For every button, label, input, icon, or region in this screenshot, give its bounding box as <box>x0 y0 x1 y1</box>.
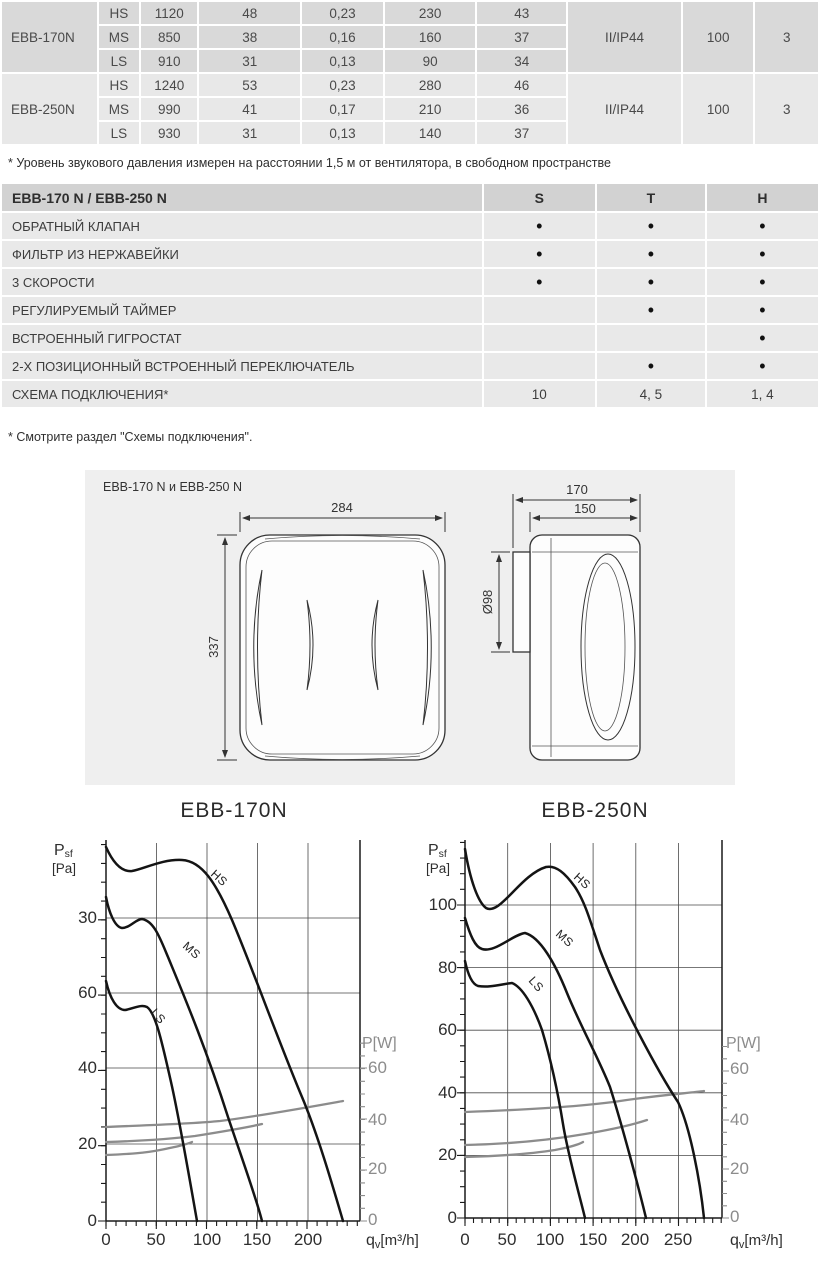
pressure-axis-label <box>54 842 73 860</box>
speed-cell: MS <box>99 26 139 48</box>
speed-cell: LS <box>99 122 139 144</box>
value-cell: 3 <box>755 2 818 72</box>
feature-dot: • <box>597 241 705 267</box>
value-cell: 100 <box>683 74 754 144</box>
side-view <box>513 535 640 760</box>
x-tick-label: 250 <box>663 1230 693 1249</box>
airflow-cell: 280 <box>385 74 476 96</box>
column-header-s: S <box>484 184 595 211</box>
curve-label-ls: LS <box>525 973 547 995</box>
p-tick-label: 40 <box>730 1110 749 1129</box>
flow-unit: [m³/h] <box>380 1232 419 1249</box>
dimension-drawing <box>85 470 735 785</box>
feature-dot: • <box>597 353 705 379</box>
p-tick-label: 60 <box>368 1058 387 1077</box>
p-tick-label: 0 <box>368 1210 378 1229</box>
current-cell: 0,13 <box>302 122 383 144</box>
performance-chart-ebb-250n <box>420 795 820 1276</box>
y-tick-label: 0 <box>447 1208 457 1227</box>
feature-dot: • <box>707 353 818 379</box>
feature-row <box>2 269 818 295</box>
power-cell: 31 <box>199 50 300 72</box>
dimension-drawing-panel <box>85 470 735 785</box>
rpm-cell: 930 <box>141 122 197 144</box>
flow-axis-label <box>366 1232 419 1251</box>
dim-width: 284 <box>331 500 353 515</box>
curve-label-hs: HS <box>570 869 594 893</box>
pressure-symbol: P <box>428 842 439 859</box>
airflow-cell: 90 <box>385 50 476 72</box>
feature-dot: • <box>707 297 818 323</box>
spec-table <box>0 0 820 146</box>
pressure-unit-label: [Pa] <box>52 861 77 876</box>
p-tick-label: 40 <box>368 1110 387 1129</box>
power-cell: 48 <box>199 2 300 24</box>
feature-label: ФИЛЬТР ИЗ НЕРЖАВЕЙКИ <box>2 241 482 267</box>
feature-dot: • <box>597 297 705 323</box>
rpm-cell: 850 <box>141 26 197 48</box>
x-tick-label: 100 <box>192 1230 222 1249</box>
noise-cell: 37 <box>477 122 566 144</box>
y-tick-label: 30 <box>78 908 97 927</box>
feature-row <box>2 381 818 407</box>
pressure-subscript: sf <box>64 848 73 860</box>
speed-cell: HS <box>99 2 139 24</box>
airflow-cell: 160 <box>385 26 476 48</box>
scheme-value: 4, 5 <box>597 381 705 407</box>
feature-dot: • <box>597 213 705 239</box>
p-tick-label: 20 <box>730 1159 749 1178</box>
current-cell: 0,13 <box>302 50 383 72</box>
noise-cell: 34 <box>477 50 566 72</box>
chart-title: EBB-250N <box>541 799 649 822</box>
feature-dot: • <box>484 241 595 267</box>
power-cell: 31 <box>199 122 300 144</box>
rpm-cell: 1120 <box>141 2 197 24</box>
performance-chart-ebb-170n <box>40 795 440 1276</box>
y-minor-ticks <box>101 845 106 1221</box>
pressure-subscript: sf <box>438 848 447 860</box>
feature-row <box>2 325 818 351</box>
front-view <box>240 535 445 760</box>
feature-label: ВСТРОЕННЫЙ ГИГРОСТАТ <box>2 325 482 351</box>
flow-unit: [m³/h] <box>744 1232 783 1249</box>
x-tick-label: 0 <box>460 1230 470 1249</box>
feature-row <box>2 353 818 379</box>
duct-stub <box>513 552 530 652</box>
column-header-t: T <box>597 184 705 211</box>
x-tick-label: 200 <box>620 1230 650 1249</box>
current-cell: 0,23 <box>302 2 383 24</box>
p-tick-label: 20 <box>368 1159 387 1178</box>
speed-cell: HS <box>99 74 139 96</box>
noise-cell: 43 <box>477 2 566 24</box>
x-tick-label: 200 <box>293 1230 323 1249</box>
feature-row <box>2 297 818 323</box>
noise-cell: 36 <box>477 98 566 120</box>
feature-label: СХЕМА ПОДКЛЮЧЕНИЯ* <box>2 381 482 407</box>
feature-table <box>0 182 820 409</box>
x-tick-label: 50 <box>146 1230 166 1249</box>
airflow-cell: 210 <box>385 98 476 120</box>
power-curve-ms <box>465 1120 647 1145</box>
y-tick-label: 80 <box>438 958 457 977</box>
curve-label-ms: MS <box>179 938 204 962</box>
class-ip-cell: II/IP44 <box>568 2 681 72</box>
y-tick-label: 20 <box>78 1134 97 1153</box>
flow-subscript: v <box>374 1239 381 1251</box>
feature-dot: • <box>707 241 818 267</box>
feature-dot: • <box>484 213 595 239</box>
x-tick-label: 100 <box>535 1230 565 1249</box>
value-cell: 100 <box>683 2 754 72</box>
power-cell: 41 <box>199 98 300 120</box>
current-cell: 0,23 <box>302 74 383 96</box>
pressure-unit-label: [Pa] <box>426 861 451 876</box>
p-tick-label: 0 <box>730 1207 740 1226</box>
dim-depth-inner: 150 <box>574 501 596 516</box>
feature-dot: • <box>597 269 705 295</box>
speed-cell: MS <box>99 98 139 120</box>
pressure-curve-ls <box>465 961 585 1218</box>
airflow-cell: 140 <box>385 122 476 144</box>
table-row <box>2 2 818 24</box>
curve-label-hs: HS <box>207 866 231 890</box>
sound-level-footnote: * Уровень звукового давления измерен на расстоянии 1,5 м от вентилятора, в свободном пространстве <box>8 156 611 170</box>
feature-row <box>2 213 818 239</box>
feature-dot: • <box>707 269 818 295</box>
x-major-ticks <box>465 1218 679 1226</box>
y-tick-label: 100 <box>428 895 457 914</box>
p-tick-label: 60 <box>730 1059 749 1078</box>
rpm-cell: 990 <box>141 98 197 120</box>
flow-axis-label <box>730 1232 783 1251</box>
pressure-curve-hs <box>106 847 343 1221</box>
schemes-footnote: * Смотрите раздел "Схемы подключения". <box>8 430 253 444</box>
feature-label: ОБРАТНЫЙ КЛАПАН <box>2 213 482 239</box>
feature-label: РЕГУЛИРУЕМЫЙ ТАЙМЕР <box>2 297 482 323</box>
curve-label-ms: MS <box>552 926 577 950</box>
flow-subscript: v <box>738 1239 745 1251</box>
noise-cell: 46 <box>477 74 566 96</box>
pressure-axis-label <box>428 842 447 860</box>
feature-table-title: EBB-170 N / EBB-250 N <box>2 184 482 211</box>
feature-dot <box>484 297 595 323</box>
rpm-cell: 1240 <box>141 74 197 96</box>
x-tick-label: 150 <box>578 1230 608 1249</box>
airflow-cell: 230 <box>385 2 476 24</box>
class-ip-cell: II/IP44 <box>568 74 681 144</box>
flow-symbol: q <box>730 1232 739 1249</box>
scheme-value: 1, 4 <box>707 381 818 407</box>
current-cell: 0,16 <box>302 26 383 48</box>
noise-cell: 37 <box>477 26 566 48</box>
x-tick-label: 50 <box>497 1230 517 1249</box>
column-header-h: H <box>707 184 818 211</box>
y-major-ticks <box>98 920 106 1221</box>
feature-dot: • <box>484 269 595 295</box>
feature-dot: • <box>707 325 818 351</box>
dim-depth: 170 <box>566 482 588 497</box>
y-tick-label: 40 <box>78 1058 97 1077</box>
feature-dot <box>484 353 595 379</box>
feature-row <box>2 241 818 267</box>
dim-duct: Ø98 <box>480 589 495 615</box>
power-cell: 53 <box>199 74 300 96</box>
feature-dot <box>484 325 595 351</box>
speed-cell: LS <box>99 50 139 72</box>
power-curve-hs <box>465 1091 704 1112</box>
value-cell: 3 <box>755 74 818 144</box>
curve-label-ls: LS <box>147 1005 169 1027</box>
y-tick-label: 60 <box>438 1020 457 1039</box>
power-axis-label: P[W] <box>726 1035 761 1052</box>
drawing-label: EBB-170 N и EBB-250 N <box>103 480 242 494</box>
dim-height: 337 <box>206 636 221 658</box>
scheme-value: 10 <box>484 381 595 407</box>
model-cell: EBB-170N <box>2 2 97 72</box>
power-axis-label: P[W] <box>362 1035 397 1052</box>
table-row <box>2 74 818 96</box>
feature-header-row <box>2 184 818 211</box>
x-tick-label: 0 <box>101 1230 111 1249</box>
feature-label: 3 СКОРОСТИ <box>2 269 482 295</box>
feature-dot: • <box>707 213 818 239</box>
power-cell: 38 <box>199 26 300 48</box>
pressure-symbol: P <box>54 842 65 859</box>
chart-title: EBB-170N <box>180 799 288 822</box>
feature-dot <box>597 325 705 351</box>
y-tick-label: 20 <box>438 1145 457 1164</box>
y-tick-label: 40 <box>438 1083 457 1102</box>
feature-label: 2-Х ПОЗИЦИОННЫЙ ВСТРОЕННЫЙ ПЕРЕКЛЮЧАТЕЛЬ <box>2 353 482 379</box>
model-cell: EBB-250N <box>2 74 97 144</box>
pressure-curve-ms <box>465 918 646 1218</box>
rpm-cell: 910 <box>141 50 197 72</box>
x-tick-label: 150 <box>242 1230 272 1249</box>
y-tick-label: 0 <box>87 1211 97 1230</box>
flow-symbol: q <box>366 1232 375 1249</box>
y-tick-label: 60 <box>78 983 97 1002</box>
current-cell: 0,17 <box>302 98 383 120</box>
